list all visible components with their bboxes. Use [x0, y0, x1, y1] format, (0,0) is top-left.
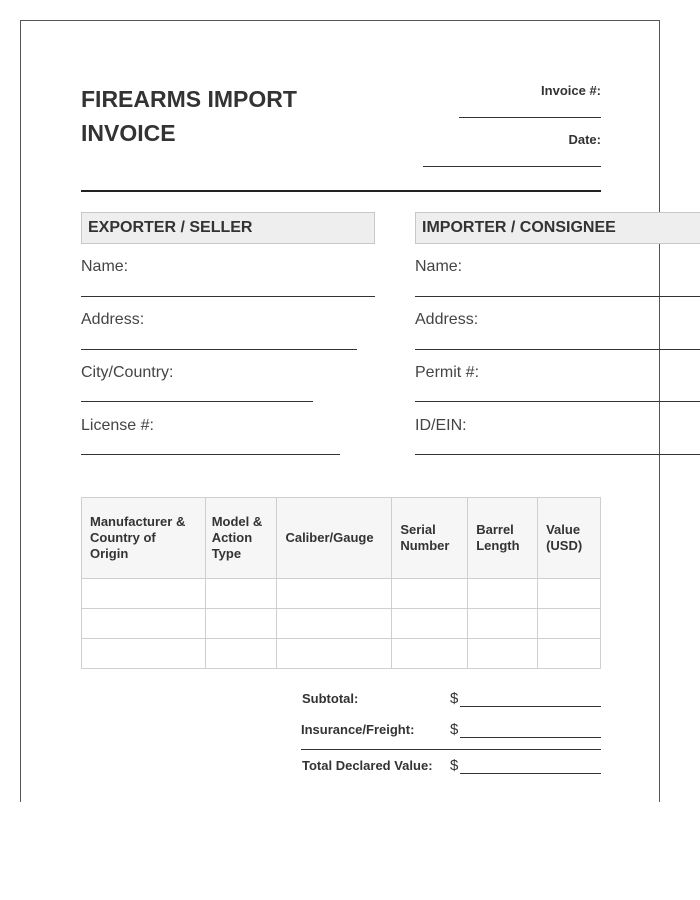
importer-id-ein-field[interactable] — [415, 454, 700, 455]
table-cell[interactable] — [392, 609, 468, 639]
table-cell[interactable] — [205, 639, 277, 669]
table-cell[interactable] — [538, 639, 601, 669]
table-cell[interactable] — [392, 639, 468, 669]
exporter-name-label: Name: — [81, 258, 129, 275]
importer-id-ein-label: ID/EIN: — [415, 417, 467, 434]
importer-permit-label: Permit #: — [415, 364, 480, 381]
table-cell[interactable] — [205, 579, 277, 609]
exporter-license-field[interactable] — [81, 454, 340, 455]
insurance-freight-field[interactable] — [460, 737, 601, 738]
importer-name-label: Name: — [415, 258, 463, 275]
table-row — [82, 639, 601, 669]
table-cell[interactable] — [538, 579, 601, 609]
table-cell[interactable] — [468, 639, 538, 669]
exporter-city-country-label: City/Country: — [81, 364, 174, 381]
subtotal-currency-symbol: $ — [450, 690, 459, 707]
title-divider — [81, 190, 601, 192]
table-row — [82, 579, 601, 609]
importer-permit-field[interactable] — [415, 401, 700, 402]
invoice-number-label: Invoice #: — [541, 83, 601, 98]
table-cell[interactable] — [392, 579, 468, 609]
importer-address-label: Address: — [415, 311, 479, 328]
importer-name-field[interactable] — [415, 296, 700, 297]
subtotal-label: Subtotal: — [302, 691, 359, 706]
table-cell[interactable] — [82, 639, 206, 669]
exporter-city-country-field[interactable] — [81, 401, 313, 402]
total-declared-value-field[interactable] — [460, 773, 601, 774]
importer-section-heading: IMPORTER / CONSIGNEE — [415, 212, 700, 244]
table-cell[interactable] — [468, 609, 538, 639]
document-title: FIREARMS IMPORT INVOICE — [81, 86, 297, 146]
column-header-manufacturer: Manufacturer & Country of Origin — [82, 498, 206, 579]
date-label: Date: — [568, 132, 601, 147]
total-declared-value-currency-symbol: $ — [450, 757, 459, 774]
insurance-freight-label: Insurance/Freight: — [301, 722, 415, 737]
table-cell[interactable] — [277, 639, 392, 669]
insurance-freight-currency-symbol: $ — [450, 721, 459, 738]
date-field[interactable] — [423, 166, 601, 167]
table-cell[interactable] — [82, 579, 206, 609]
totals-divider — [301, 749, 601, 750]
exporter-license-label: License #: — [81, 417, 154, 434]
total-declared-value-label: Total Declared Value: — [302, 758, 433, 773]
column-header-serial: Serial Number — [392, 498, 468, 579]
exporter-address-label: Address: — [81, 311, 145, 328]
table-cell[interactable] — [468, 579, 538, 609]
table-cell[interactable] — [205, 609, 277, 639]
table-header-row — [82, 498, 601, 579]
table-row — [82, 609, 601, 639]
importer-address-field[interactable] — [415, 349, 700, 350]
table-cell[interactable] — [277, 609, 392, 639]
column-header-barrel: Barrel Length — [468, 498, 538, 579]
table-cell[interactable] — [82, 609, 206, 639]
exporter-address-field[interactable] — [81, 349, 357, 350]
column-header-caliber: Caliber/Gauge — [277, 498, 392, 579]
table-cell[interactable] — [538, 609, 601, 639]
exporter-section-heading: EXPORTER / SELLER — [81, 212, 375, 244]
column-header-model: Model & Action Type — [205, 498, 277, 579]
column-header-value: Value (USD) — [538, 498, 601, 579]
table-cell[interactable] — [277, 579, 392, 609]
subtotal-field[interactable] — [460, 706, 601, 707]
invoice-number-field[interactable] — [459, 117, 601, 118]
items-table — [81, 497, 601, 669]
exporter-name-field[interactable] — [81, 296, 375, 297]
